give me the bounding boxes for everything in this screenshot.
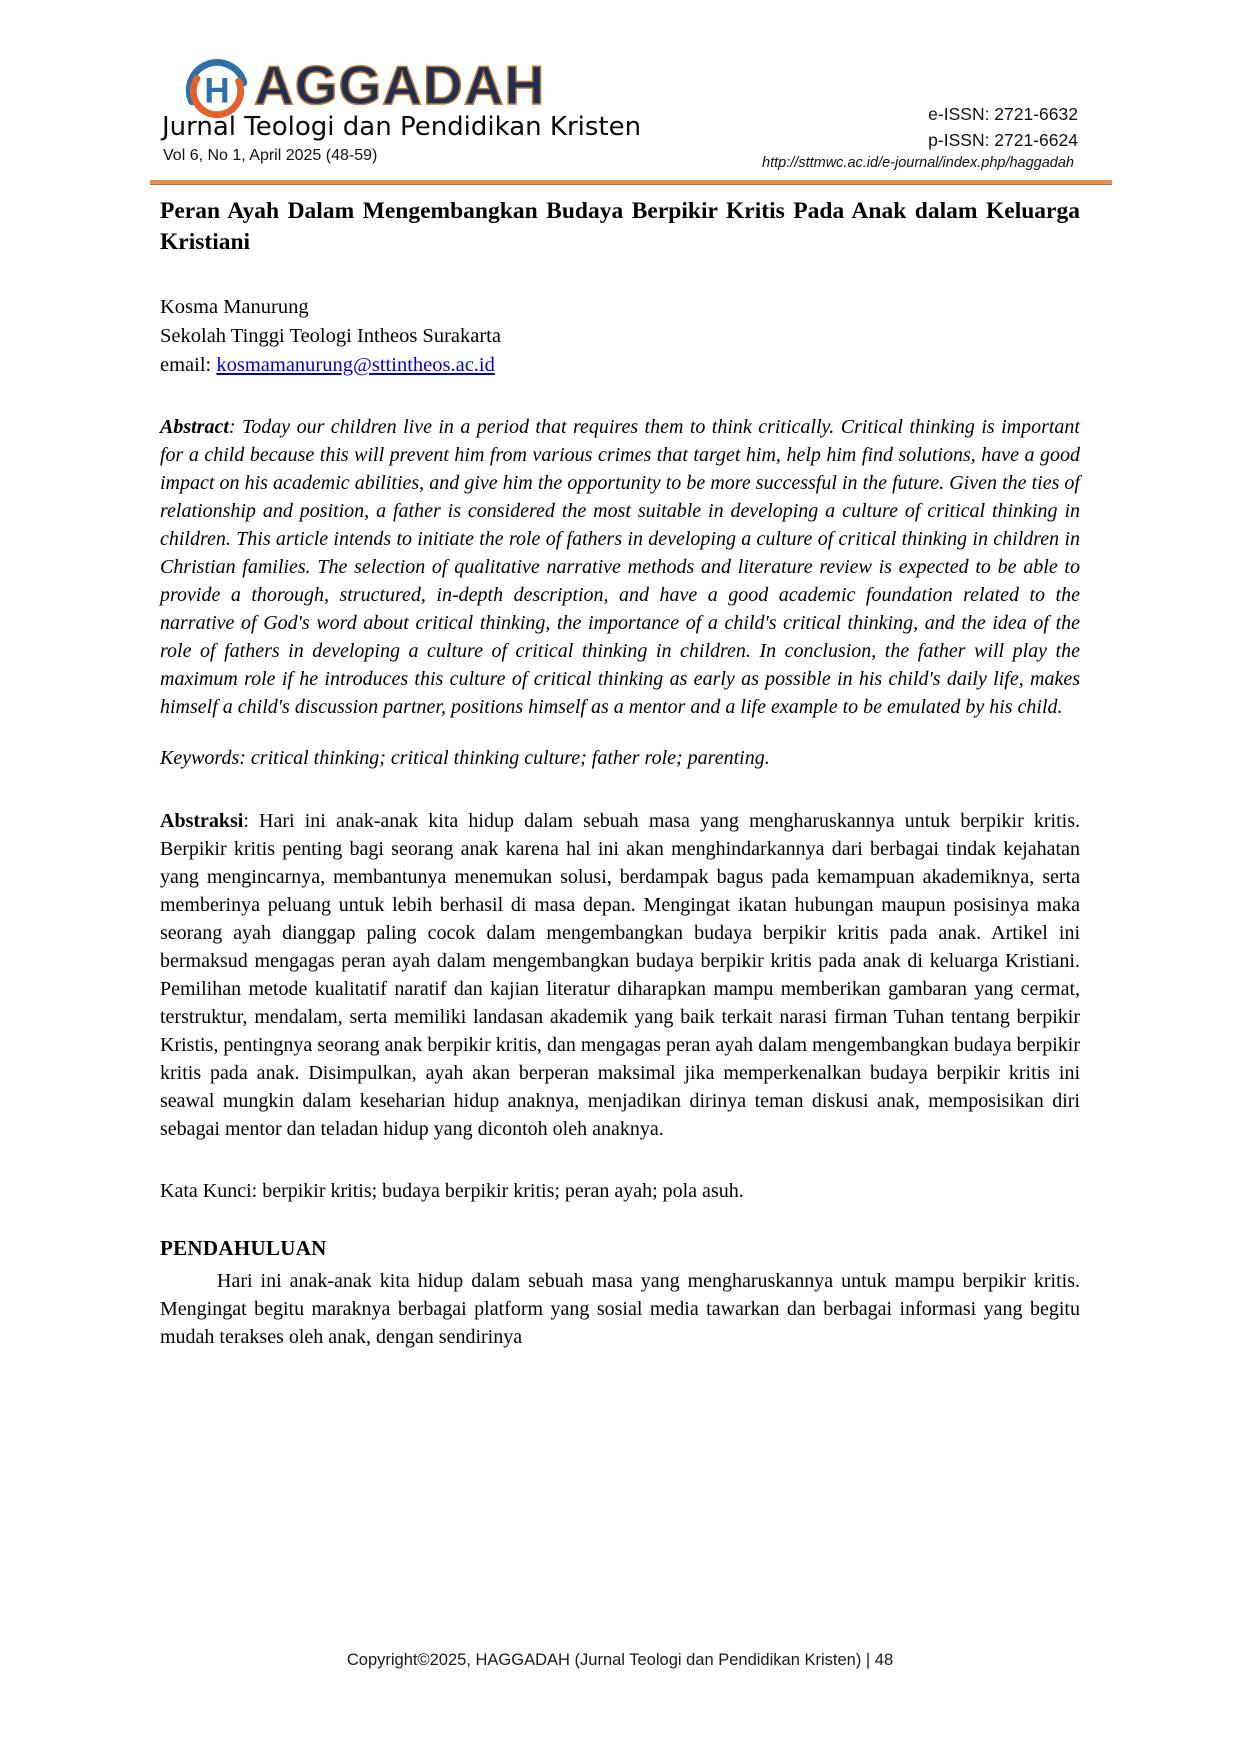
footer-separator: |: [861, 1651, 875, 1669]
issn-block: [928, 101, 1078, 153]
email-link[interactable]: kosmamanurung@sttintheos.ac.id: [216, 353, 495, 376]
abstract-paragraph: [160, 413, 1080, 721]
intro-paragraph: Hari ini anak-anak kita hidup dalam sebuah masa yang mengharuskannya untuk mampu berpikir kritis. Mengingat begitu maraknya berbagai platform yang sosial media tawarkan dan berbagai informasi yang begitu mudah terakses oleh anak, dengan sendirinya: [160, 1269, 1080, 1348]
journal-url: http://sttmwc.ac.id/e-journal/index.php/haggadah: [762, 155, 1074, 171]
abstraksi-paragraph: [160, 807, 1080, 1143]
page-footer: [0, 1651, 1240, 1670]
journal-header: [0, 0, 1240, 186]
footer-page-number: 48: [874, 1651, 894, 1669]
article-title: Peran Ayah Dalam Mengembangkan Budaya Berpikir Kritis Pada Anak dalam Keluarga Kristiani: [160, 198, 1080, 256]
abstract-text: : Today our children live in a period that requires them to think critically. Critical thinking is important for a child because this will prevent him from various crimes that target him, help him find solutions, have a good impact on his academic abilities, and give him the opportunity to be more successful in the future. Given the ties of relationship and position, a father is considered the most suitable in developing a culture of critical thinking in children. This article intends to initiate the role of fathers in developing a culture of critical thinking in children in Christian families. The selection of qualitative narrative methods and literature review is expected to be able to provide a thorough, structured, in-depth description, and have a good academic foundation related to the narrative of God's word about critical thinking, the importance of a child's critical thinking, and the idea of the role of fathers in developing a culture of critical thinking in children. In conclusion, the father will play the maximum role if he introduces this culture of critical thinking as early as possible in his child's daily life, makes himself a child's discussion partner, positions himself as a mentor and a life example to be emulated by his child.: [160, 415, 1080, 718]
journal-tagline: Jurnal Teologi dan Pendidikan Kristen: [162, 112, 642, 142]
abstraksi-label: Abstraksi: [160, 809, 244, 832]
volume-info: Vol 6, No 1, April 2025 (48-59): [163, 147, 378, 164]
abstract-label: Abstract: [160, 415, 229, 438]
author-email-line: [160, 351, 1080, 380]
email-label: email:: [160, 353, 217, 376]
author-name: Kosma Manurung: [160, 295, 309, 318]
abstraksi-text: : Hari ini anak-anak kita hidup dalam sebuah masa yang mengharuskannya untuk berpikir kritis. Berpikir kritis penting bagi seorang anak karena hal ini akan menghindarkannya dari berbagai tindak kejahatan yang mengincarnya, membantunya menemukan solusi, berdampak bagus pada kemampuan akademiknya, serta memberinya peluang untuk lebih berhasil di masa depan. Mengingat ikatan hubungan maupun posisinya maka seorang ayah dianggap paling cocok dalam mengembangkan budaya berpikir kritis pada anak. Artikel ini bermaksud mengagas peran ayah dalam mengembangkan budaya berpikir kritis pada anak di keluarga Kristiani. Pemilihan metode kualitatif naratif dan kajian literatur diharapkan mampu memberikan gambaran yang cermat, terstruktur, mendalam, serta memiliki landasan akademik yang baik terkait narasi firman Tuhan tentang berpikir Kristis, pentingnya seorang anak berpikir kritis, dan mengagas peran ayah dalam mengembangkan budaya berpikir kritis pada anak. Disimpulkan, ayah akan berperan maksimal jika memperkenalkan budaya berpikir kritis ini seawal mungkin dalam keseharian hidup anaknya, menjadikan dirinya teman diskusi anak, memposisikan diri sebagai mentor dan teladan hidup yang dicontoh oleh anaknya.: [160, 809, 1080, 1140]
keywords-line: Keywords: critical thinking; critical thinking culture; father role; parenting.: [160, 746, 770, 769]
author-block: [160, 293, 1080, 380]
logo-h-letter: H: [204, 71, 230, 111]
article-body: [160, 196, 1080, 1351]
p-issn: p-ISSN: 2721-6624: [928, 130, 1078, 150]
logo-wordmark: AGGADAH: [254, 54, 546, 116]
footer-copyright: Copyright©2025, HAGGADAH (Jurnal Teologi dan Pendidikan Kristen): [346, 1651, 862, 1669]
kata-kunci-line: Kata Kunci: berpikir kritis; budaya berpikir kritis; peran ayah; pola asuh.: [160, 1179, 744, 1202]
e-issn: e-ISSN: 2721-6632: [928, 104, 1078, 124]
author-affiliation: Sekolah Tinggi Teologi Intheos Surakarta: [160, 324, 501, 347]
header-divider: [150, 180, 1112, 185]
section-heading-pendahuluan: PENDAHULUAN: [160, 1235, 327, 1260]
